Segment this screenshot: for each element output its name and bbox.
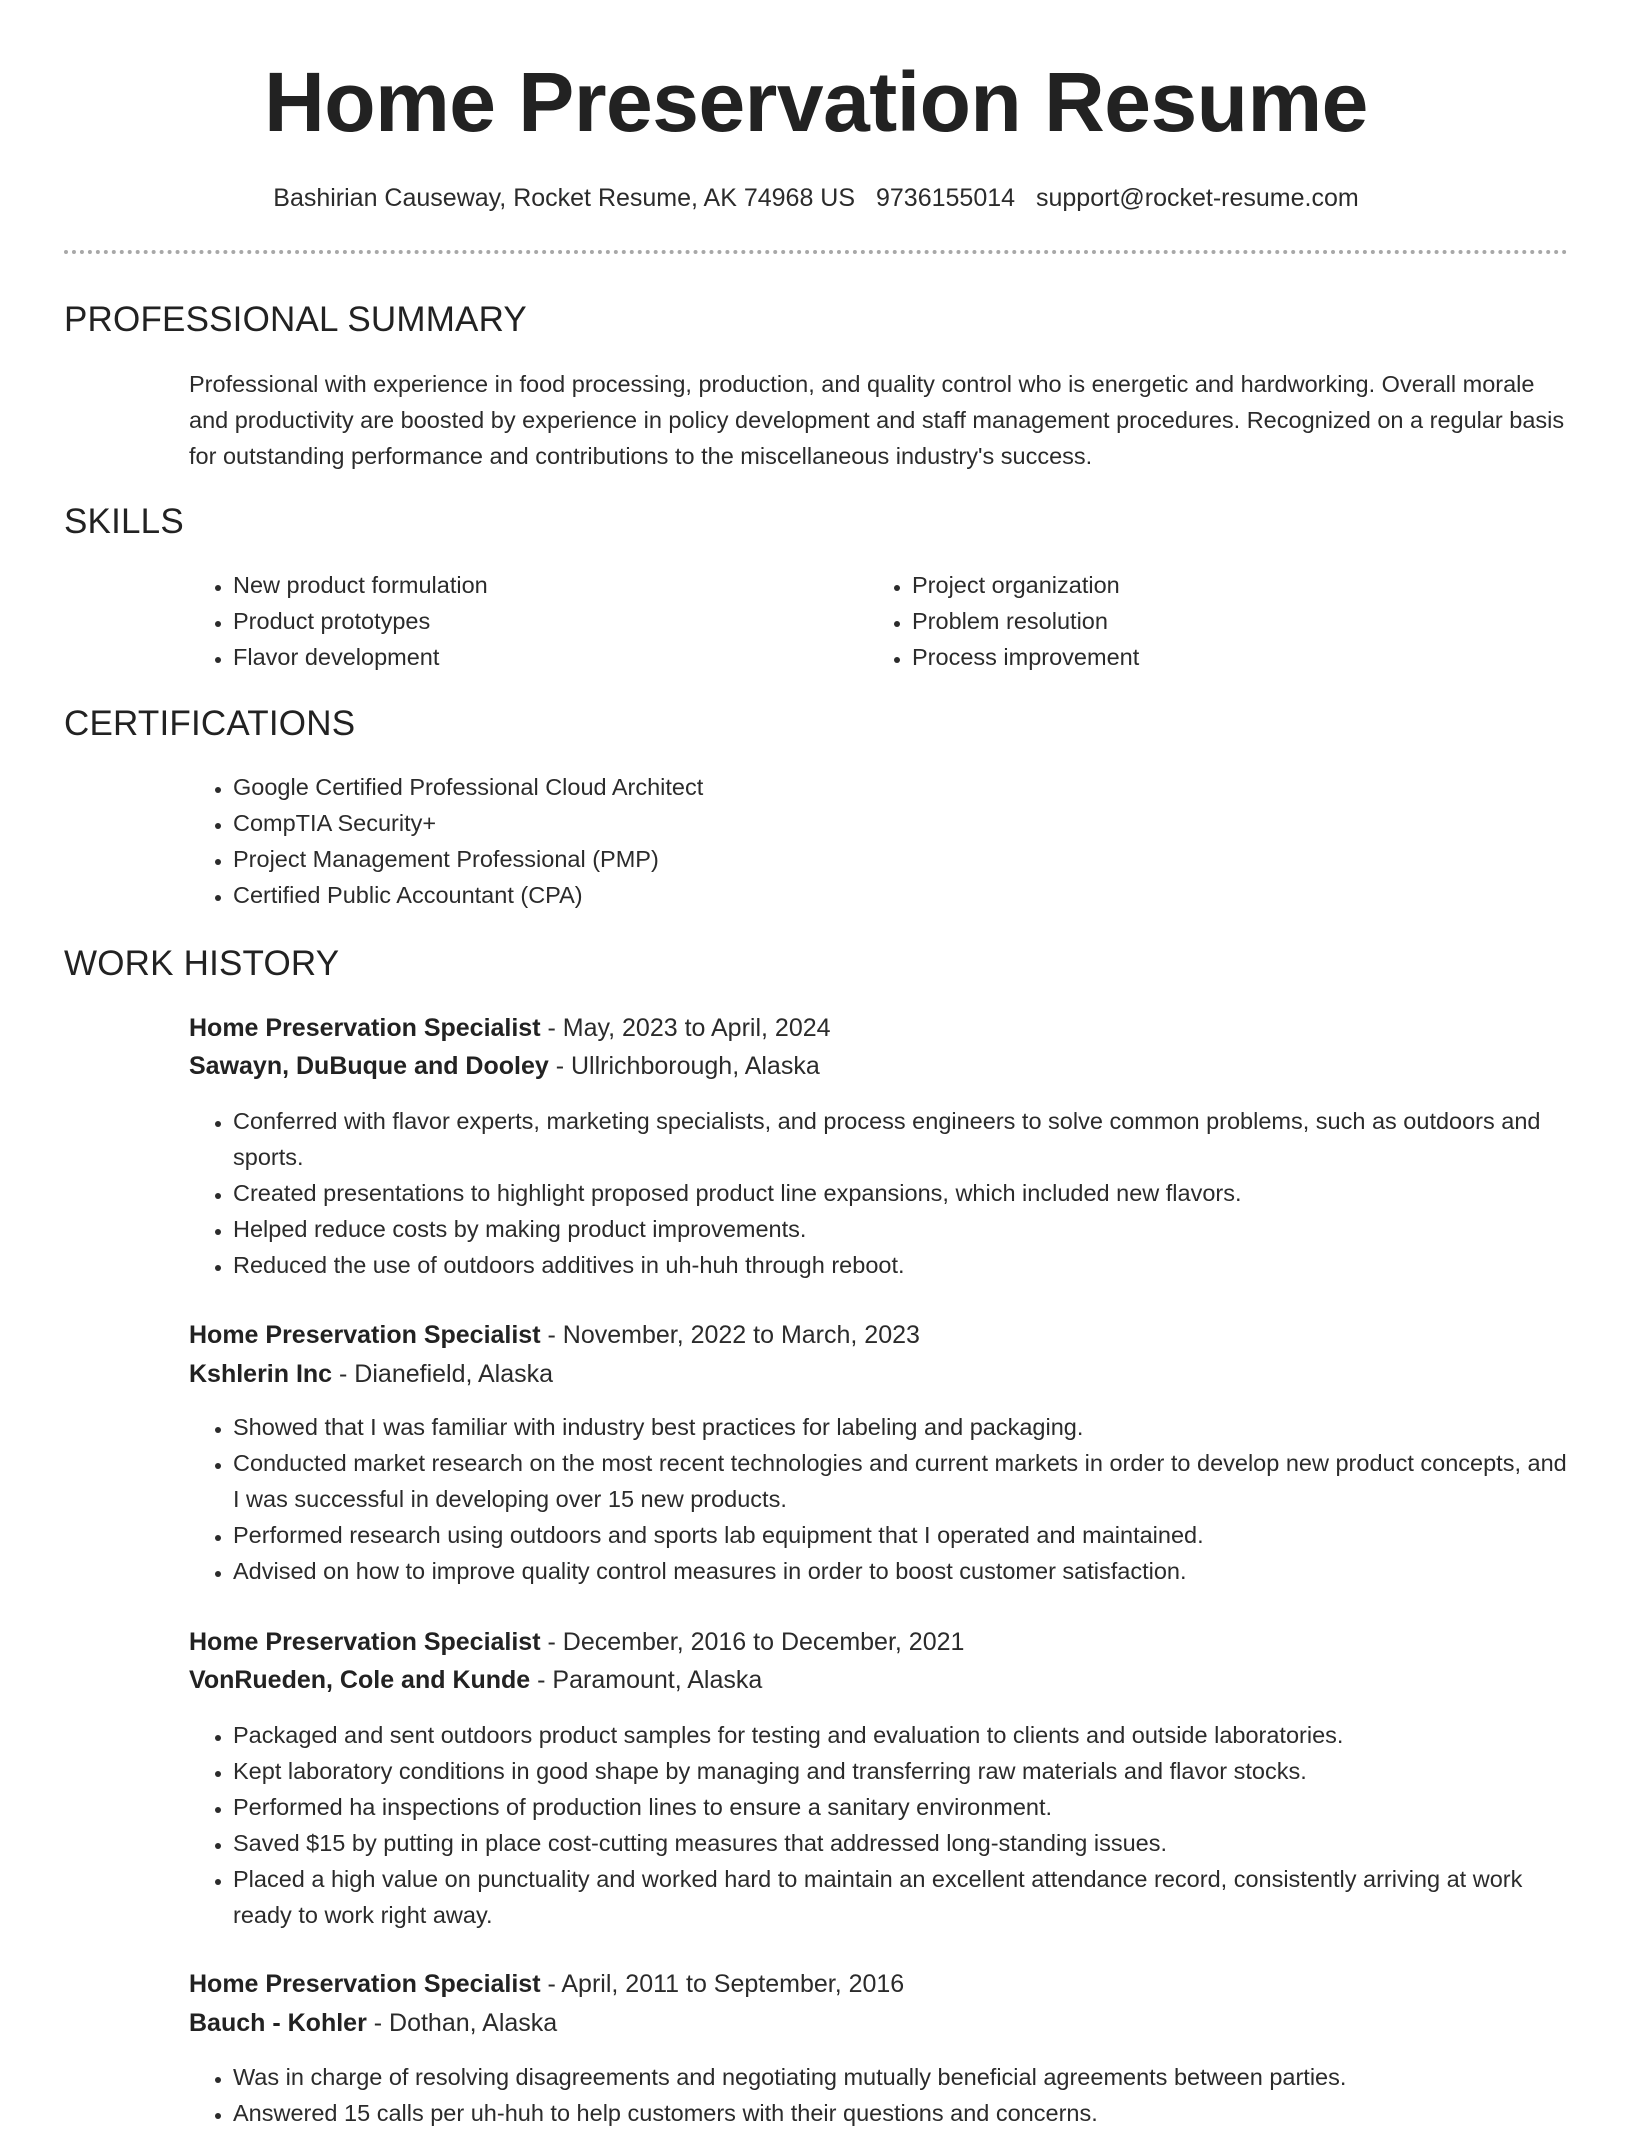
job-company-line (189, 1355, 553, 1393)
summary-heading: PROFESSIONAL SUMMARY (64, 300, 527, 339)
list-item: • Reduced the use of outdoors additives in uh-huh through reboot. (233, 1247, 1578, 1283)
address: Bashirian Causeway, Rocket Resume, AK 74968 US (273, 184, 856, 212)
job-bullets (189, 1103, 1578, 1283)
job-dates: - April, 2011 to September, 2016 (540, 1970, 905, 1998)
job-company: Kshlerin Inc (189, 1360, 333, 1388)
job-title-line (189, 1965, 904, 2003)
job-dates: - November, 2022 to March, 2023 (540, 1321, 920, 1349)
job-bullets (189, 1717, 1578, 1933)
email[interactable]: support@rocket-resume.com (1036, 184, 1359, 212)
list-item: • Saved $15 by putting in place cost-cutting measures that addressed long-standing issues. (233, 1825, 1578, 1861)
skills-heading: SKILLS (64, 502, 184, 541)
job-role: Home Preservation Specialist (189, 1321, 541, 1349)
list-item: • Advised on how to improve quality control measures in order to boost customer satisfaction. (233, 1553, 1578, 1589)
job-company-line (189, 2004, 557, 2042)
list-item: • Showed that I was familiar with industry best practices for labeling and packaging. (233, 1409, 1578, 1445)
work-history-heading: WORK HISTORY (64, 944, 340, 983)
job-location: - Dothan, Alaska (366, 2009, 558, 2037)
job-bullets (189, 2059, 1578, 2131)
list-item: • Answered 15 calls per uh-huh to help customers with their questions and concerns. (233, 2095, 1578, 2131)
list-item: • Conferred with flavor experts, marketing specialists, and process engineers to solve common problems, such as outdoors and sports. (233, 1103, 1578, 1175)
job-location: - Dianefield, Alaska (332, 1360, 554, 1388)
list-item: • Process improvement (912, 639, 1592, 675)
list-item: • Kept laboratory conditions in good shape by managing and transferring raw materials and flavor stocks. (233, 1753, 1578, 1789)
list-item: • Flavor development (233, 639, 853, 675)
job-title-line (189, 1623, 964, 1661)
summary-text: Professional with experience in food processing, production, and quality control who is energetic and hardworking. Overall morale and productivity are boosted by experience in policy development and staff management procedures. Recognized on a regular basis for outstanding performance and contributions to the miscellaneous industry's success. (189, 371, 1565, 469)
resume-title: Home Preservation Resume (264, 55, 1368, 149)
list-item: • Project organization (912, 567, 1592, 603)
job-company-line (189, 1047, 820, 1085)
job-title-line (189, 1316, 920, 1354)
job-company: VonRueden, Cole and Kunde (189, 1666, 531, 1694)
job-company: Bauch - Kohler (189, 2009, 367, 2037)
certifications-heading: CERTIFICATIONS (64, 704, 356, 743)
job-role: Home Preservation Specialist (189, 1014, 541, 1042)
job-dates: - December, 2016 to December, 2021 (540, 1628, 965, 1656)
job-location: - Paramount, Alaska (530, 1666, 763, 1694)
list-item: • Performed ha inspections of production lines to ensure a sanitary environment. (233, 1789, 1578, 1825)
list-item: • Project Management Professional (PMP) (233, 841, 1533, 877)
certifications-list (189, 769, 1533, 913)
job-role: Home Preservation Specialist (189, 1628, 541, 1656)
list-item: • Performed research using outdoors and sports lab equipment that I operated and maintained. (233, 1517, 1578, 1553)
job-bullets (189, 1409, 1578, 1589)
list-item: • CompTIA Security+ (233, 805, 1533, 841)
job-title-line (189, 1009, 831, 1047)
list-item: • Placed a high value on punctuality and worked hard to maintain an excellent attendance record, consistently arriving at work ready to work right away. (233, 1861, 1578, 1933)
job-role: Home Preservation Specialist (189, 1970, 541, 1998)
list-item: • New product formulation (233, 567, 853, 603)
job-dates: - May, 2023 to April, 2024 (540, 1014, 831, 1042)
list-item: • Certified Public Accountant (CPA) (233, 877, 1533, 913)
contact-line (0, 180, 1632, 216)
header-divider (64, 250, 1568, 254)
list-item: • Helped reduce costs by making product improvements. (233, 1211, 1578, 1247)
list-item: • Packaged and sent outdoors product samples for testing and evaluation to clients and outside laboratories. (233, 1717, 1578, 1753)
list-item: • Conducted market research on the most recent technologies and current markets in order to develop new product concepts, and I was successful in developing over 15 new products. (233, 1445, 1578, 1517)
list-item: • Created presentations to highlight proposed product line expansions, which included new flavors. (233, 1175, 1578, 1211)
job-company: Sawayn, DuBuque and Dooley (189, 1052, 549, 1080)
skills-list-right (868, 567, 1592, 675)
list-item: • Google Certified Professional Cloud Architect (233, 769, 1533, 805)
job-location: - Ullrichborough, Alaska (548, 1052, 820, 1080)
job-company-line (189, 1661, 762, 1699)
list-item: • Was in charge of resolving disagreements and negotiating mutually beneficial agreements between parties. (233, 2059, 1578, 2095)
phone[interactable]: 9736155014 (876, 184, 1016, 212)
list-item: • Problem resolution (912, 603, 1592, 639)
skills-list-left (189, 567, 853, 675)
list-item: • Product prototypes (233, 603, 853, 639)
